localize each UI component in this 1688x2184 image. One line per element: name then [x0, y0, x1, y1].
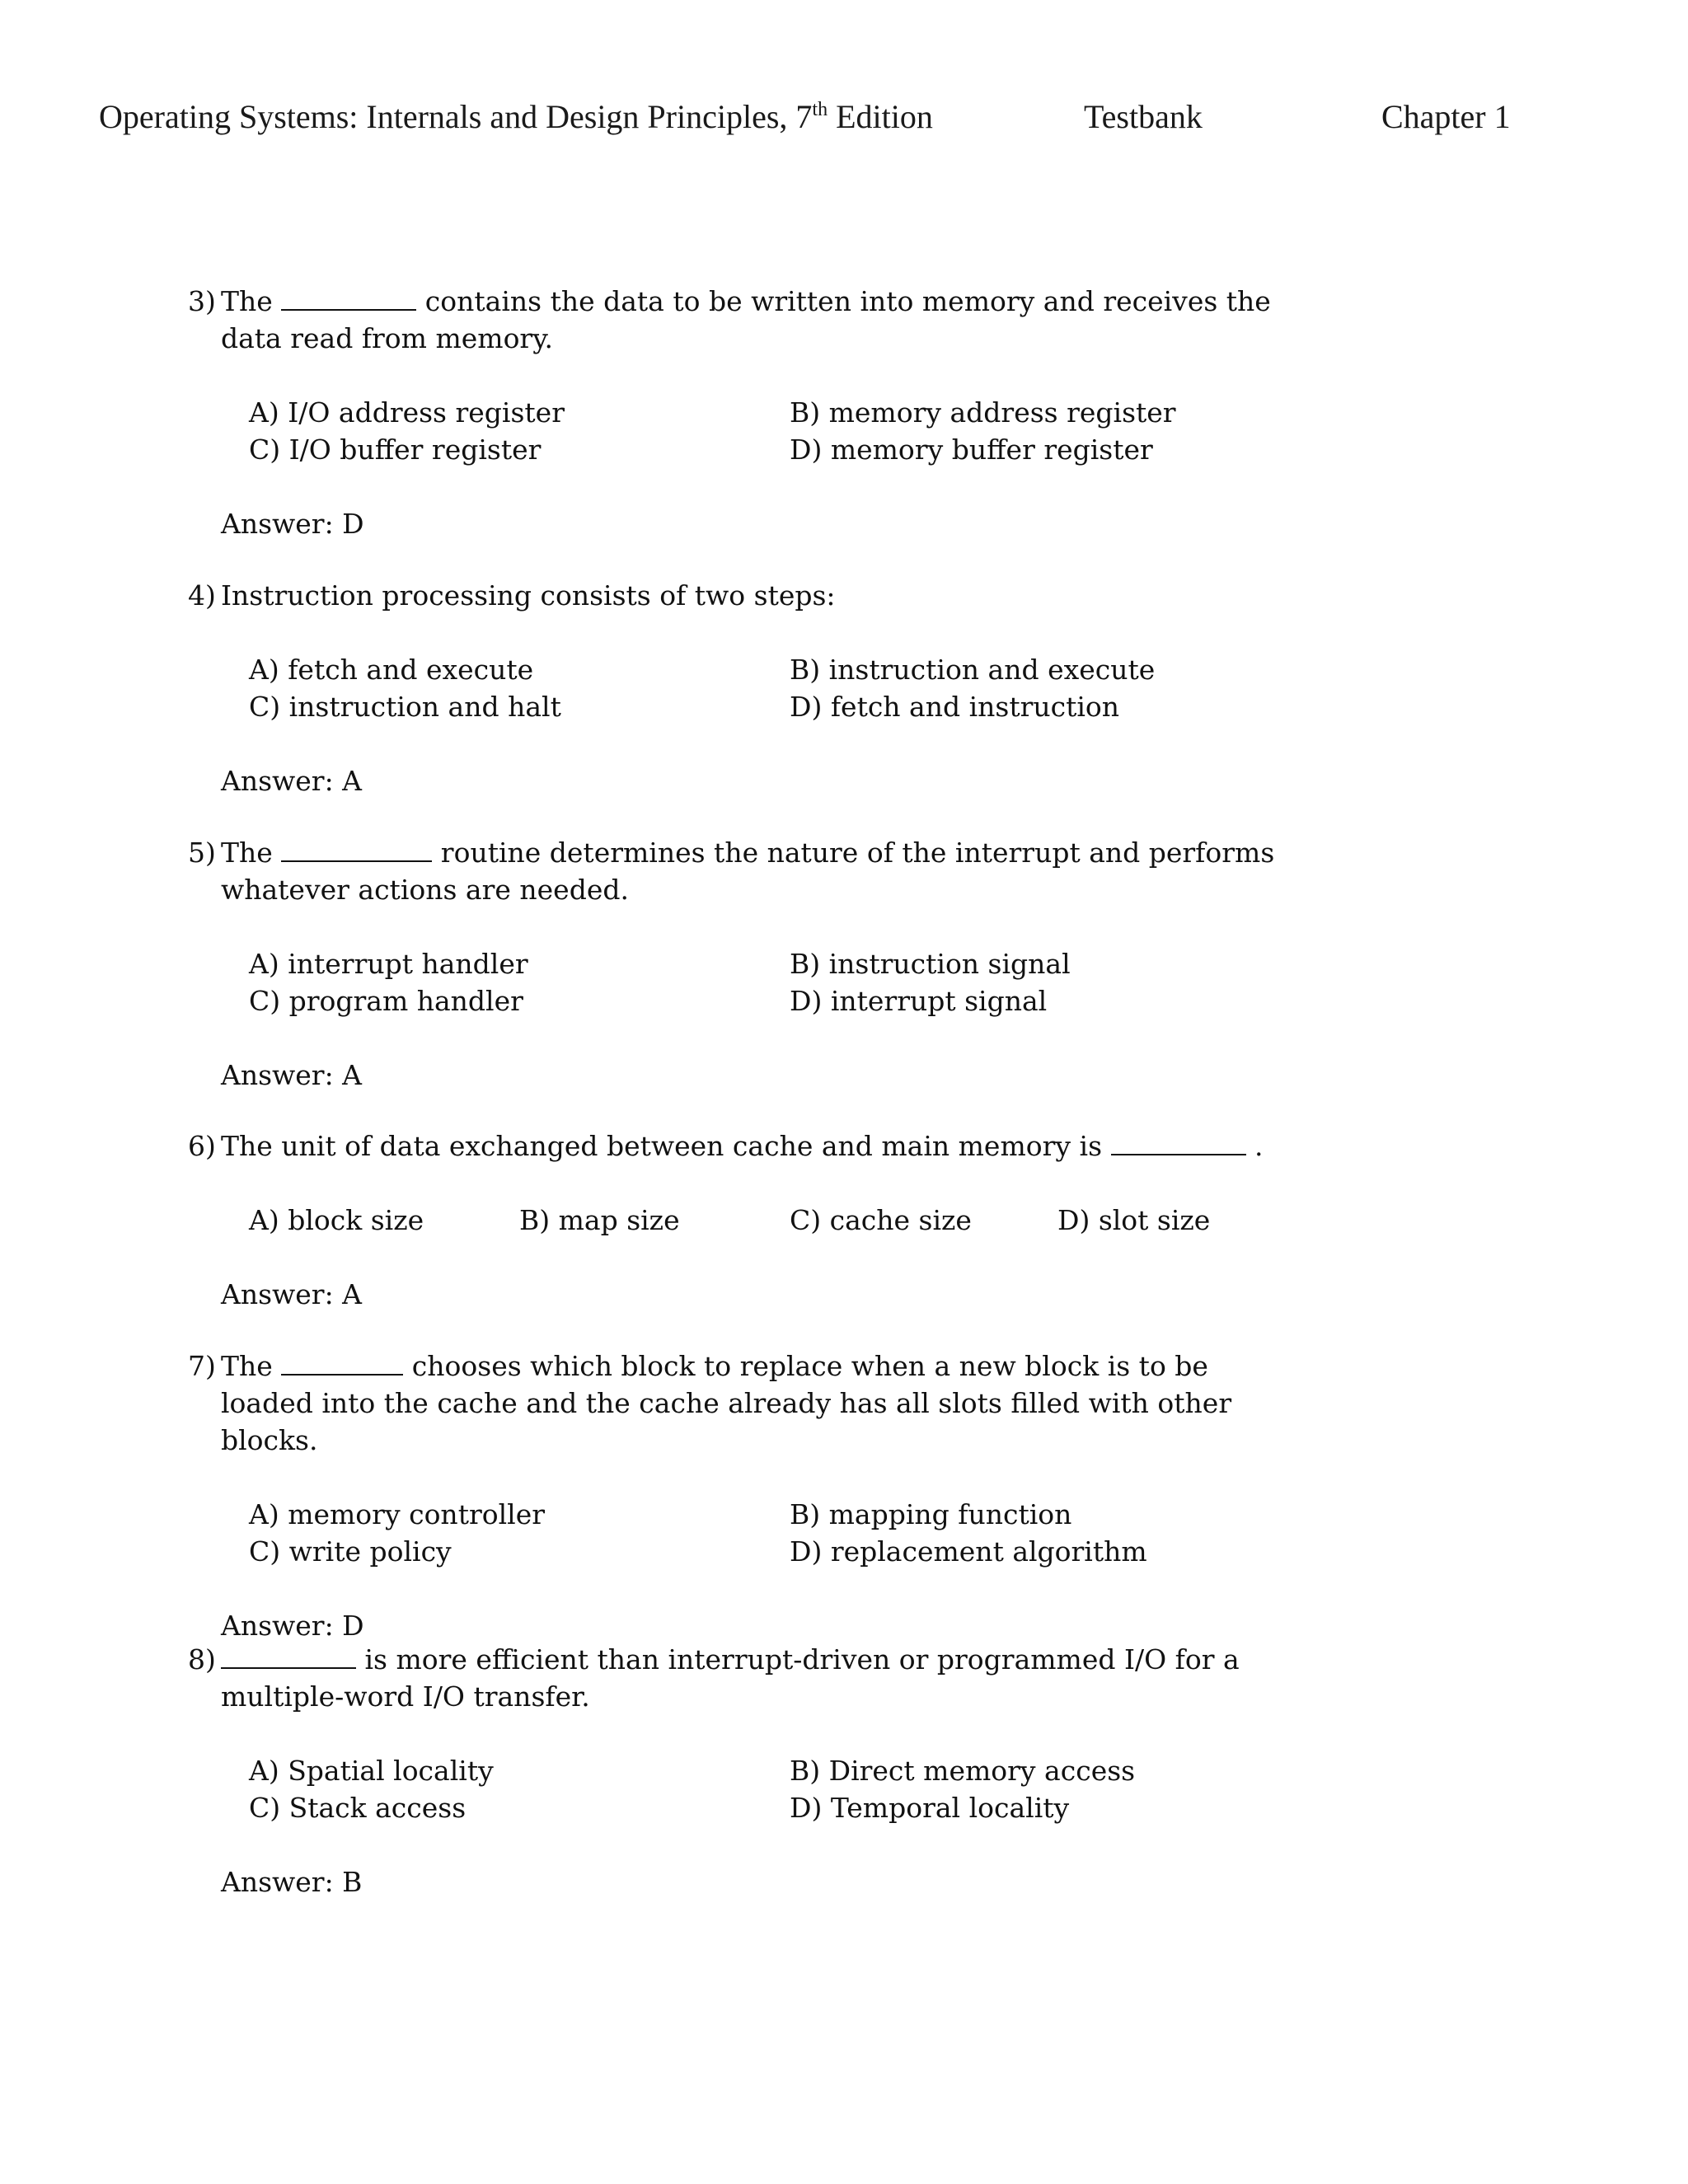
chapter-label: Chapter 1	[1381, 98, 1511, 135]
question-number: 3)	[188, 285, 216, 317]
question-number: 6)	[188, 1130, 216, 1162]
option-a: A) interrupt handler	[249, 948, 528, 980]
answer-blank	[281, 284, 416, 311]
question-text: 8) is more efficient than interrupt-driven or programmed I/O for a multiple-word I/O transfer.	[188, 1641, 1309, 1715]
option-d: D) interrupt signal	[790, 985, 1048, 1017]
option-c: C) program handler	[249, 985, 523, 1017]
answer-line: Answer: A	[221, 1059, 363, 1091]
question-3	[188, 283, 1309, 542]
question-number: 8)	[188, 1643, 216, 1675]
question-6	[188, 1127, 1309, 1313]
answer-blank	[221, 1643, 356, 1669]
option-d: D) memory buffer register	[790, 434, 1153, 466]
option-c: C) cache size	[790, 1204, 972, 1236]
option-b: B) mapping function	[790, 1498, 1072, 1530]
option-a: A) I/O address register	[249, 396, 565, 429]
question-text: 5) The routine determines the nature of the interrupt and performs whatever actions are needed.	[188, 834, 1309, 908]
option-d: D) slot size	[1057, 1204, 1211, 1236]
option-c: C) write policy	[249, 1535, 452, 1568]
document-title: Operating Systems: Internals and Design Principles, 7th Edition	[99, 98, 933, 135]
question-text: 4) Instruction processing consists of two steps:	[188, 577, 1309, 614]
answer-blank	[1111, 1129, 1246, 1155]
option-b: B) map size	[519, 1204, 680, 1236]
question-7	[188, 1347, 1309, 1644]
option-b: B) instruction and execute	[790, 654, 1156, 686]
option-d: D) fetch and instruction	[790, 691, 1120, 723]
question-number: 4)	[188, 579, 216, 612]
answer-line: Answer: A	[221, 1278, 363, 1310]
option-c: C) I/O buffer register	[249, 434, 542, 466]
option-a: A) memory controller	[249, 1498, 546, 1530]
option-b: B) instruction signal	[790, 948, 1071, 980]
answer-options	[188, 1752, 1309, 1826]
option-a: A) Spatial locality	[249, 1755, 494, 1787]
option-c: C) Stack access	[249, 1792, 467, 1824]
option-b: B) memory address register	[790, 396, 1176, 429]
option-b: B) Direct memory access	[790, 1755, 1136, 1787]
answer-options	[188, 651, 1309, 725]
question-8	[188, 1641, 1309, 1900]
question-text: 6) The unit of data exchanged between cache and main memory is .	[188, 1127, 1309, 1165]
answer-line: Answer: A	[221, 765, 363, 797]
option-d: D) Temporal locality	[790, 1792, 1070, 1824]
answer-line: Answer: B	[221, 1866, 363, 1898]
answer-blank	[281, 836, 432, 862]
option-a: A) fetch and execute	[249, 654, 534, 686]
question-4	[188, 577, 1309, 799]
option-a: A) block size	[249, 1204, 424, 1236]
answer-line: Answer: D	[221, 508, 364, 540]
option-d: D) replacement algorithm	[790, 1535, 1147, 1568]
testbank-label: Testbank	[1084, 98, 1203, 135]
answer-options	[188, 1496, 1309, 1570]
answer-options	[188, 394, 1309, 468]
answer-options	[188, 945, 1309, 1019]
question-5	[188, 834, 1309, 1094]
option-c: C) instruction and halt	[249, 691, 561, 723]
answer-line: Answer: D	[221, 1610, 364, 1642]
answer-blank	[281, 1349, 403, 1376]
question-number: 7)	[188, 1350, 216, 1382]
question-text: 7) The chooses which block to replace when a new block is to be loaded into the cache and the cache already has all slots filled with other blocks.	[188, 1347, 1309, 1459]
question-number: 5)	[188, 837, 216, 869]
question-text: 3) The contains the data to be written into memory and receives the data read from memory.	[188, 283, 1309, 357]
answer-options	[188, 1202, 1309, 1239]
